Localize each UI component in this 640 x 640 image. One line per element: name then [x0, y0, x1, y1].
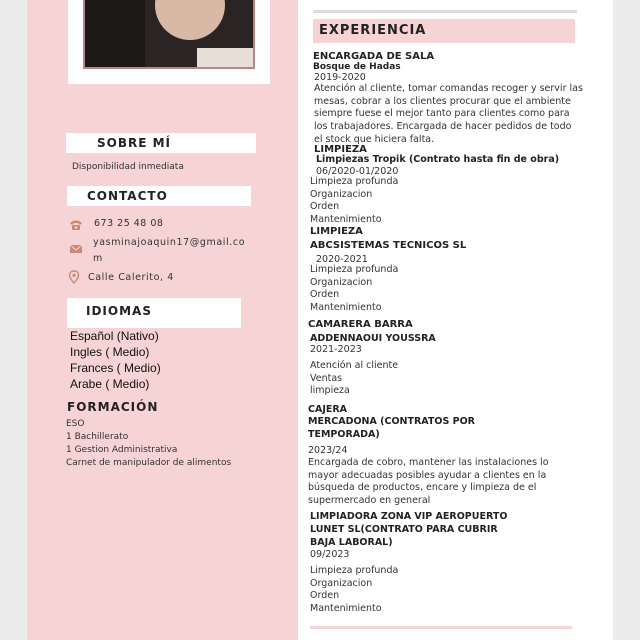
- job-title: CAMARERA BARRA: [308, 319, 413, 330]
- desc-line: Encargada de cobro, mantener las instalaciones lo: [308, 457, 549, 468]
- sobre-mi-text: Disponibilidad inmediata: [72, 162, 184, 172]
- job-dates: 09/2023: [310, 549, 350, 560]
- desc-line: limpieza: [310, 385, 350, 397]
- job-dates: 2020-2021: [316, 254, 368, 265]
- experiencia-title: EXPERIENCIA: [319, 23, 427, 38]
- job-description: [310, 264, 398, 315]
- sobre-mi-heading-box: [66, 133, 256, 153]
- job-description: [310, 176, 398, 227]
- address: Calle Calerito, 4: [88, 272, 174, 283]
- job-title: CAJERA: [308, 404, 348, 415]
- desc-line: el stock que hiciera falta.: [314, 133, 435, 145]
- job-title: LIMPIEZA: [310, 226, 363, 237]
- formacion-item: 1 Gestion Administrativa: [66, 445, 178, 455]
- desc-line: búsqueda de productos, encare y limpieza de el: [308, 482, 537, 494]
- idioma-item: Ingles ( Medio): [70, 345, 150, 359]
- profile-photo: [83, 0, 255, 69]
- contacto-heading-box: [67, 186, 251, 206]
- sobre-mi-title: SOBRE MÍ: [97, 136, 172, 150]
- job-title: LIMPIADORA ZONA VIP AEROPUERTO: [310, 511, 508, 522]
- location-pin-icon: [67, 270, 81, 284]
- desc-line: Organizacion: [310, 577, 373, 589]
- idioma-item: Frances ( Medio): [70, 361, 161, 375]
- job-description: [310, 360, 398, 398]
- idioma-item: Español (Nativo): [70, 329, 159, 343]
- desc-line: siempre fuese el mejor tanto para clientes como para: [314, 108, 570, 120]
- experiencia-heading-box: [313, 19, 575, 43]
- job-company-line: MERCADONA (CONTRATOS POR: [308, 416, 475, 427]
- desc-line: Ventas: [310, 372, 343, 384]
- desc-line: mayor adecuadas posibles ayudar a clientes en la: [308, 469, 547, 481]
- desc-line: Orden: [310, 201, 340, 213]
- job-company-line: TEMPORADA): [308, 429, 380, 440]
- desc-line: Orden: [310, 590, 340, 602]
- job-title: LIMPIEZA: [314, 144, 367, 155]
- formacion-item: ESO: [66, 419, 85, 429]
- job-company: ABCSISTEMAS TECNICOS SL: [310, 240, 467, 251]
- job-dates: 2021-2023: [310, 344, 362, 355]
- desc-line: Orden: [310, 289, 340, 301]
- desc-line: Atención al cliente: [310, 360, 399, 371]
- job-dates: 2023/24: [308, 445, 348, 456]
- desc-line: Atención al cliente, tomar comandas recoger y servir las: [314, 83, 583, 94]
- job-description: [308, 457, 549, 508]
- email-icon: [69, 242, 83, 256]
- job-company-line: LUNET SL(CONTRATO PARA CUBRIR: [310, 524, 498, 535]
- desc-line: Mantenimiento: [310, 302, 382, 314]
- desc-line: Mantenimiento: [310, 214, 382, 226]
- job-dates: 2019-2020: [314, 72, 366, 83]
- email-line-1: yasminajoaquin17@gmail.co: [93, 237, 246, 248]
- desc-line: Limpieza profunda: [310, 176, 399, 187]
- desc-line: los trabajadores. Encargada de hacer pedidos de todo: [314, 121, 572, 133]
- job-company: Limpiezas Tropik (Contrato hasta fin de obra): [316, 154, 560, 165]
- desc-line: Organizacion: [310, 276, 373, 288]
- desc-line: supermercado en general: [308, 495, 431, 507]
- phone-number: 673 25 48 08: [94, 218, 164, 229]
- job-company: ADDENNAOUI YOUSSRA: [310, 333, 436, 344]
- desc-line: mesas, cobrar a los clientes procurar que el ambiente: [314, 95, 571, 107]
- idiomas-title: IDIOMAS: [86, 304, 152, 318]
- top-rule: [313, 10, 577, 13]
- bottom-rule: [310, 626, 572, 629]
- job-description: [314, 83, 583, 147]
- desc-line: Limpieza profunda: [310, 565, 399, 576]
- formacion-item: Carnet de manipulador de alimentos: [66, 458, 232, 468]
- idioma-item: Arabe ( Medio): [70, 377, 150, 391]
- idiomas-heading-box: [67, 298, 241, 328]
- contacto-title: CONTACTO: [87, 189, 168, 203]
- desc-line: Limpieza profunda: [310, 264, 399, 275]
- email-line-2: m: [93, 253, 103, 264]
- phone-icon: [69, 218, 83, 232]
- job-description: [310, 565, 398, 616]
- desc-line: Mantenimiento: [310, 603, 382, 615]
- job-company-line: BAJA LABORAL): [310, 537, 393, 548]
- formacion-title: FORMACIÓN: [67, 400, 159, 414]
- formacion-item: 1 Bachillerato: [66, 432, 129, 442]
- desc-line: Organizacion: [310, 188, 373, 200]
- job-company: Bosque de Hadas: [313, 62, 401, 72]
- job-dates: 06/2020-01/2020: [316, 166, 399, 177]
- job-title: ENCARGADA DE SALA: [313, 51, 435, 62]
